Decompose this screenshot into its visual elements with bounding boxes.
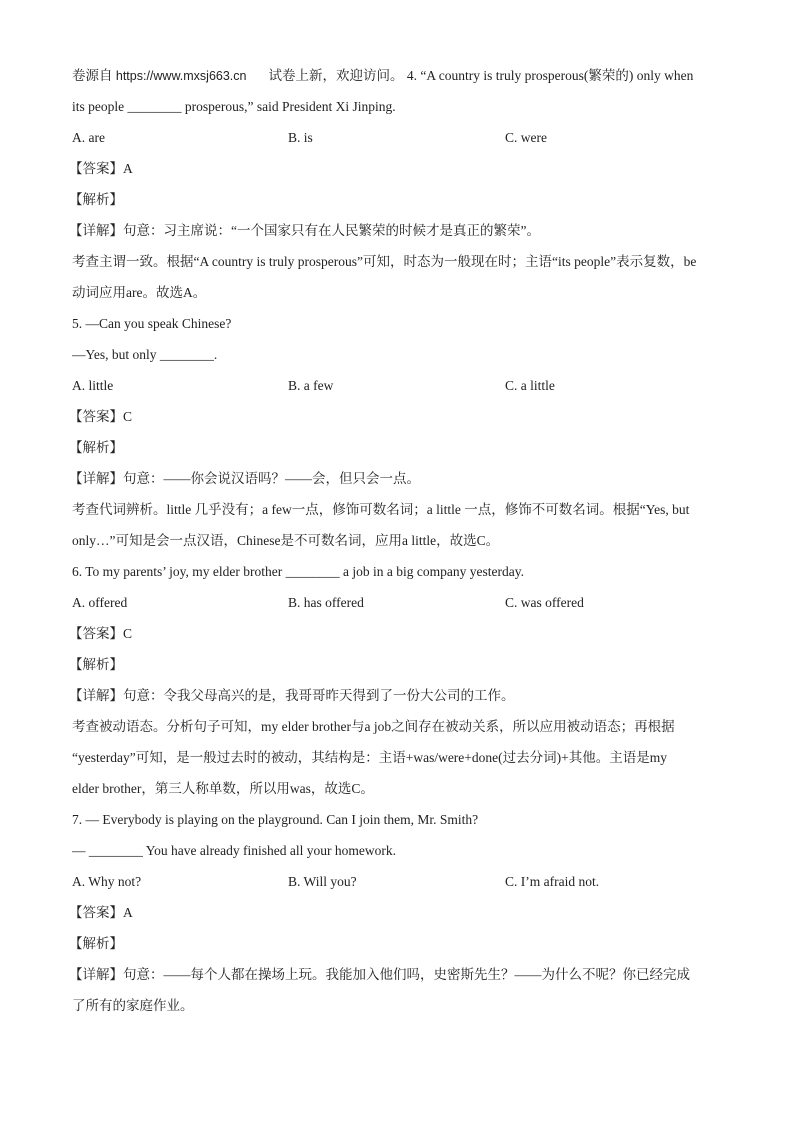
q7-stem-2: — ________ You have already finished all your homework.	[72, 843, 396, 858]
q7-detail-2: 了所有的家庭作业。	[72, 998, 194, 1013]
q7-analysis-label: 【解析】	[69, 936, 123, 951]
source-line	[72, 60, 724, 91]
q6-option-c: C. was offered	[505, 595, 584, 610]
q4-options	[72, 122, 724, 153]
q5-analysis-label: 【解析】	[69, 440, 123, 455]
q6-option-b: B. has offered	[288, 595, 364, 610]
q5-stem-2: —Yes, but only ________.	[72, 347, 218, 362]
q4-option-b: B. is	[288, 130, 313, 145]
q4-explain-2: 动词应用are。故选A。	[72, 285, 207, 300]
q7-answer: 【答案】A	[69, 905, 133, 920]
q4-stem-part2: its people ________ prosperous,” said President Xi Jinping.	[72, 99, 396, 114]
q4-option-c: C. were	[505, 130, 547, 145]
q6-explain-2: “yesterday”可知，是一般过去时的被动，其结构是：主语+was/were+done(过去分词)+其他。主语是my	[72, 750, 668, 765]
q4-stem-part1: 4. “A country is truly prosperous(繁荣的) only when	[406, 68, 694, 83]
q7-detail-1: 【详解】句意：——每个人都在操场上玩。我能加入他们吗，史密斯先生？——为什么不呢？你已经完成	[69, 967, 690, 982]
q4-answer: 【答案】A	[69, 161, 133, 176]
q7-stem-1: 7. — Everybody is playing on the playground. Can I join them, Mr. Smith?	[72, 812, 479, 827]
q7-option-a: A. Why not?	[72, 874, 142, 889]
q5-answer: 【答案】C	[69, 409, 133, 424]
q6-analysis-label: 【解析】	[69, 657, 123, 672]
q5-explain-1: 考查代词辨析。little 几乎没有；a few一点，修饰可数名词；a little 一点，修饰不可数名词。根据“Yes, but	[72, 502, 690, 517]
q7-option-c: C. I’m afraid not.	[505, 874, 600, 889]
q4-explain-1: 考查主谓一致。根据“A country is truly prosperous”可知，时态为一般现在时；主语“its people”表示复数，be	[72, 254, 697, 269]
q5-option-c: C. a little	[505, 378, 555, 393]
document-page	[69, 60, 724, 1021]
q6-explain-3: elder brother，第三人称单数，所以用was，故选C。	[72, 781, 374, 796]
q4-detail: 【详解】句意：习主席说：“一个国家只有在人民繁荣的时候才是真正的繁荣”。	[69, 223, 540, 238]
q5-explain-2: only…”可知是会一点汉语，Chinese是不可数名词，应用a little，故选C。	[72, 533, 500, 548]
q5-detail: 【详解】句意：——你会说汉语吗？——会，但只会一点。	[69, 471, 420, 486]
q5-options	[72, 370, 724, 401]
source-prefix: 卷源自	[72, 68, 113, 83]
q4-option-a: A. are	[72, 130, 105, 145]
q6-answer: 【答案】C	[69, 626, 133, 641]
q6-options	[72, 587, 724, 618]
q6-option-a: A. offered	[72, 595, 128, 610]
source-url-link[interactable]: https://www.mxsj663.cn	[115, 69, 247, 83]
q4-analysis-label: 【解析】	[69, 192, 123, 207]
source-suffix: 试卷上新，欢迎访问。	[268, 68, 404, 83]
q5-stem-1: 5. —Can you speak Chinese?	[72, 316, 232, 331]
q5-option-a: A. little	[72, 378, 114, 393]
q6-explain-1: 考查被动语态。分析句子可知，my elder brother与a job之间存在被动关系，所以应用被动语态；再根据	[72, 719, 675, 734]
q6-stem: 6. To my parents’ joy, my elder brother ________ a job in a big company yesterday.	[72, 564, 524, 579]
q7-option-b: B. Will you?	[288, 874, 357, 889]
q7-options	[72, 866, 724, 897]
q6-detail: 【详解】句意：令我父母高兴的是，我哥哥昨天得到了一份大公司的工作。	[69, 688, 515, 703]
q5-option-b: B. a few	[288, 378, 334, 393]
